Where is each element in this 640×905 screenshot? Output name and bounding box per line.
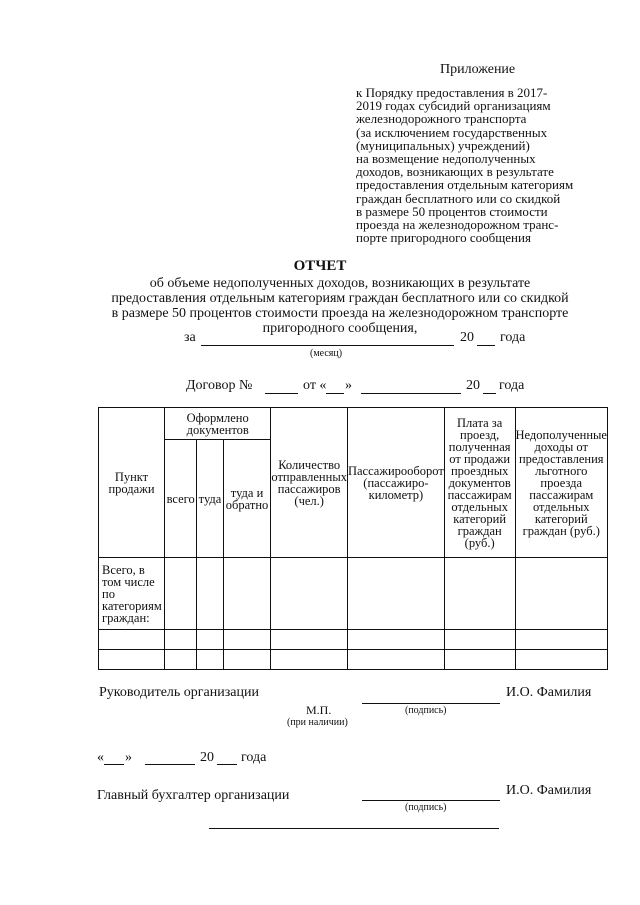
appendix-line: железнодорожного транспорта (356, 111, 527, 127)
head-signature-field[interactable] (362, 703, 500, 704)
table-cell[interactable] (223, 630, 271, 650)
table-cell[interactable] (347, 558, 444, 630)
appendix-line: доходов, возникающих в результате (356, 164, 554, 180)
subtitle-line: пригородного сообщения, (262, 321, 418, 336)
table-cell[interactable] (164, 650, 196, 670)
period-year-suffix: года (500, 330, 526, 345)
stamp-caption: (при наличии) (287, 717, 348, 728)
header-fee: Плата за проезд, полученная от продажи проездных документов пассажирам отдельных категорий граждан (руб.) (444, 408, 515, 558)
row-total-label: Всего, в том числе по категориям граждан: (99, 558, 165, 630)
accountant-name: И.О. Фамилия (506, 783, 592, 798)
header-round-trip: туда и обратно (223, 440, 271, 558)
table-cell[interactable] (347, 650, 444, 670)
table-cell[interactable] (99, 650, 165, 670)
table-cell[interactable] (164, 630, 196, 650)
appendix-line: на возмещение недополученных (356, 151, 536, 167)
date-close: » (125, 750, 132, 765)
table-cell[interactable] (515, 630, 608, 650)
table-cell[interactable] (223, 558, 271, 630)
subtitle-line: предоставления отдельным категориям граждан бесплатного или со скидкой (111, 291, 569, 306)
date-year-suffix: года (241, 750, 267, 765)
contract-from: от « (303, 378, 327, 393)
appendix-line: предоставления отдельным категориям (356, 177, 574, 193)
contract-day-field[interactable] (326, 393, 344, 394)
appendix-line: (муниципальных) учреждений) (356, 137, 530, 153)
table-cell[interactable] (164, 558, 196, 630)
contract-year-suffix: года (499, 378, 525, 393)
appendix-text (356, 86, 573, 244)
subtitle-line: в размере 50 процентов стоимости проезда на железнодорожном транспорте (111, 306, 569, 321)
period-year-prefix: 20 (460, 330, 474, 345)
appendix-title: Приложение (440, 62, 516, 77)
header-lost-income: Недополученные доходы от предоставления льготного проезда пассажирам отдельных категорий граждан (руб.) (515, 408, 608, 558)
table-row (99, 630, 608, 650)
accountant-label: Главный бухгалтер организации (97, 788, 290, 803)
head-name: И.О. Фамилия (506, 685, 592, 700)
period-caption: (месяц) (310, 348, 343, 359)
period-prefix: за (184, 330, 196, 345)
head-signature-caption: (подпись) (405, 705, 447, 716)
appendix-line: порте пригородного сообщения (356, 230, 531, 246)
contract-label: Договор № (186, 378, 253, 393)
accountant-signature-field[interactable] (362, 800, 500, 801)
report-title: ОТЧЕТ (293, 258, 347, 274)
table-cell[interactable] (197, 650, 223, 670)
header-count: Количество отправленных пассажиров (чел.) (271, 408, 348, 558)
appendix-line: (за исключением государственных (356, 124, 548, 140)
report-subtitle (60, 276, 620, 336)
header-docs-group: Оформлено документов (164, 408, 270, 440)
table-cell[interactable] (223, 650, 271, 670)
table-cell[interactable] (197, 558, 223, 630)
accountant-signature-caption: (подпись) (405, 802, 447, 813)
period-year-field[interactable] (477, 345, 495, 346)
table-cell[interactable] (444, 650, 515, 670)
bottom-line (209, 828, 499, 829)
date-day-field[interactable] (104, 764, 124, 765)
table-cell[interactable] (444, 558, 515, 630)
table-cell[interactable] (271, 558, 348, 630)
date-open: « (97, 750, 104, 765)
header-all: всего (164, 440, 196, 558)
header-turnover: Пассажирооборот (пассажиро-километр) (347, 408, 444, 558)
contract-number-field[interactable] (265, 393, 298, 394)
appendix-line: граждан бесплатного или со скидкой (356, 190, 561, 206)
subtitle-line: об объеме недополученных доходов, возникающих в результате (149, 276, 531, 291)
table-row (99, 650, 608, 670)
table-cell[interactable] (444, 630, 515, 650)
table-cell[interactable] (515, 650, 608, 670)
date-month-field[interactable] (145, 764, 195, 765)
contract-close: » (345, 378, 352, 393)
month-field[interactable] (201, 345, 454, 346)
header-point: Пункт продажи (99, 408, 165, 558)
appendix-line: 2019 годах субсидий организациям (356, 98, 551, 114)
appendix-line: проезда на железнодорожном транс- (356, 217, 559, 233)
appendix-line: в размере 50 процентов стоимости (356, 203, 548, 219)
table-cell[interactable] (197, 630, 223, 650)
table-cell[interactable] (347, 630, 444, 650)
contract-month-field[interactable] (361, 393, 461, 394)
date-year-field[interactable] (217, 764, 237, 765)
date-year-prefix: 20 (200, 750, 214, 765)
header-there: туда (197, 440, 223, 558)
table-cell[interactable] (99, 630, 165, 650)
stamp-label: М.П. (306, 703, 332, 717)
table-cell[interactable] (271, 650, 348, 670)
contract-year-field[interactable] (483, 393, 496, 394)
table-cell[interactable] (515, 558, 608, 630)
table-cell[interactable] (271, 630, 348, 650)
head-label: Руководитель организации (99, 685, 259, 700)
appendix-line: к Порядку предоставления в 2017- (356, 85, 548, 100)
contract-year-prefix: 20 (466, 378, 480, 393)
report-table (98, 407, 608, 670)
